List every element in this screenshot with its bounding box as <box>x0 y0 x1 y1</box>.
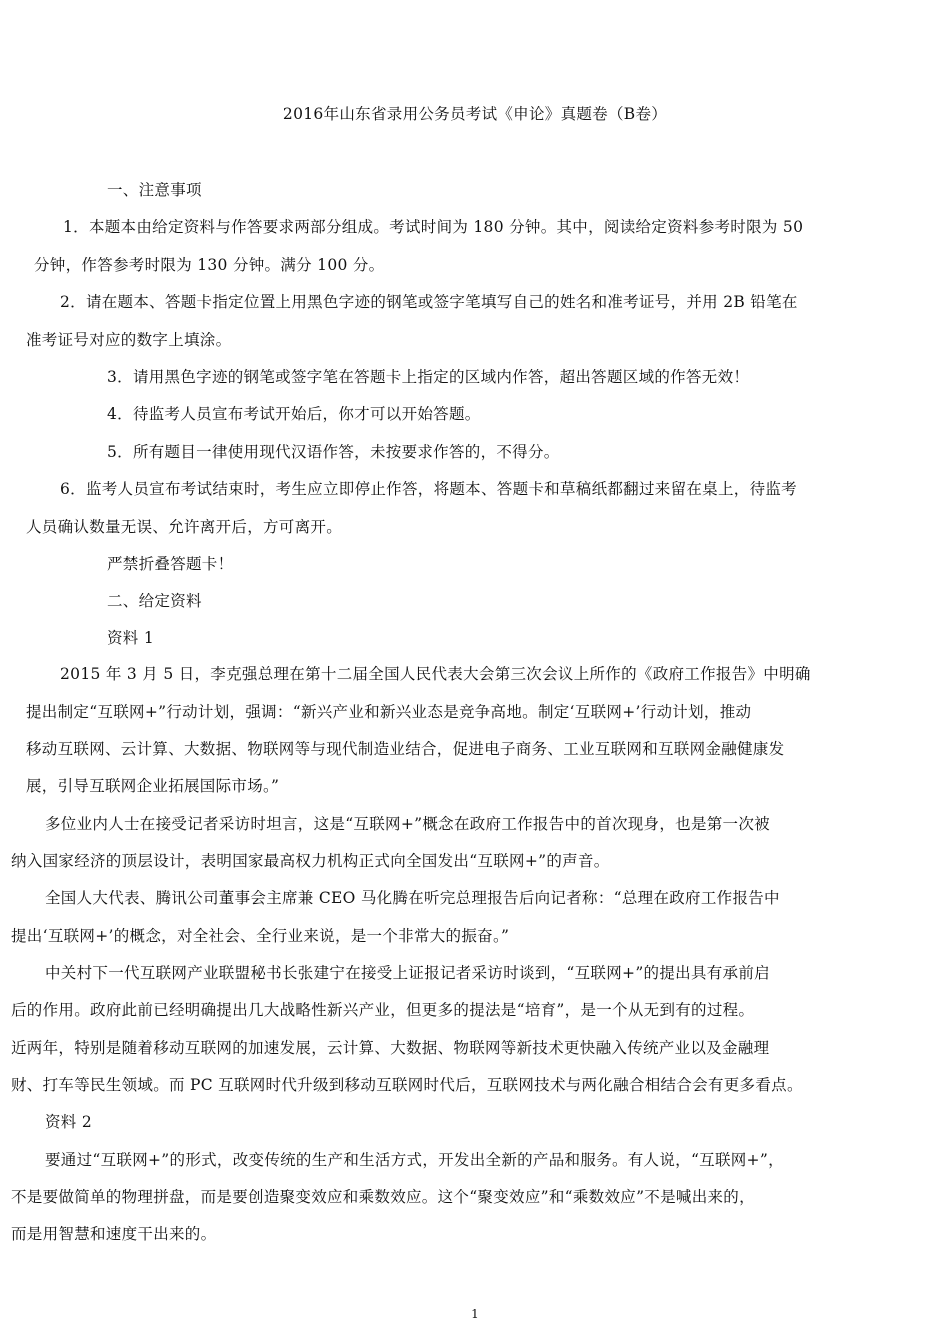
materials-heading: 二、给定资料 <box>107 592 202 610</box>
material-1-p4-line-4: 财、打车等民生领域。而 PC 互联网时代升级到移动互联网时代后，互联网技术与两化融合相结合会有更多看点。 <box>11 1076 803 1094</box>
material-1-label: 资料 1 <box>107 629 154 647</box>
notice-item-1-line-2: 分钟，作答参考时限为 130 分钟。满分 100 分。 <box>34 256 385 274</box>
material-2-p1-line-1: 要通过“互联网+”的形式，改变传统的生产和生活方式，开发出全新的产品和服务。有人说，“互联网+”， <box>45 1151 784 1169</box>
notice-item-2-line-1: 2．请在题本、答题卡指定位置上用黑色字迹的钢笔或签字笔填写自己的姓名和准考证号，并用 2B 铅笔在 <box>60 293 798 311</box>
material-1-p4-line-2: 后的作用。政府此前已经明确提出几大战略性新兴产业，但更多的提法是“培育”，是一个从无到有的过程。 <box>11 1001 755 1019</box>
material-1-p2-line-2: 纳入国家经济的顶层设计，表明国家最高权力机构正式向全国发出“互联网+”的声音。 <box>11 852 610 870</box>
material-1-p1-line-4: 展，引导互联网企业拓展国际市场。” <box>26 777 280 795</box>
notice-item-6-line-1: 6．监考人员宣布考试结束时，考生应立即停止作答，将题本、答题卡和草稿纸都翻过来留在桌上，待监考 <box>60 480 797 498</box>
material-1-p3-line-2: 提出‘互联网+’的概念，对全社会、全行业来说，是一个非常大的振奋。” <box>11 927 510 945</box>
notice-warning: 严禁折叠答题卡！ <box>107 555 234 573</box>
notice-item-1-line-1: 1．本题本由给定资料与作答要求两部分组成。考试时间为 180 分钟。其中，阅读给定资料参考时限为 50 <box>63 218 804 236</box>
material-1-p4-line-1: 中关村下一代互联网产业联盟秘书长张建宁在接受上证报记者采访时谈到，“互联网+”的提出具有承前启 <box>45 964 770 982</box>
material-1-p1-line-3: 移动互联网、云计算、大数据、物联网等与现代制造业结合，促进电子商务、工业互联网和互联网金融健康发 <box>26 740 785 758</box>
material-1-p1-line-2: 提出制定“互联网+”行动计划，强调：“新兴产业和新兴业态是竞争高地。制定‘互联网+’行动计划，推动 <box>26 703 752 721</box>
notice-heading: 一、注意事项 <box>107 181 202 199</box>
material-1-p3-line-1: 全国人大代表、腾讯公司董事会主席兼 CEO 马化腾在听完总理报告后向记者称：“总理在政府工作报告中 <box>45 889 780 907</box>
page-number: 1 <box>471 1307 479 1321</box>
notice-item-5: 5．所有题目一律使用现代汉语作答，未按要求作答的，不得分。 <box>107 443 560 461</box>
material-2-label: 资料 2 <box>45 1113 92 1131</box>
notice-item-6-line-2: 人员确认数量无误、允许离开后，方可离开。 <box>26 518 343 536</box>
material-1-p2-line-1: 多位业内人士在接受记者采访时坦言，这是“互联网+”概念在政府工作报告中的首次现身，也是第一次被 <box>45 815 770 833</box>
notice-item-2-line-2: 准考证号对应的数字上填涂。 <box>26 331 232 349</box>
notice-item-4: 4．待监考人员宣布考试开始后，你才可以开始答题。 <box>107 405 481 423</box>
material-1-p4-line-3: 近两年，特别是随着移动互联网的加速发展，云计算、大数据、物联网等新技术更快融入传统产业以及金融理 <box>11 1039 770 1057</box>
material-2-p1-line-3: 而是用智慧和速度干出来的。 <box>11 1225 217 1243</box>
document-title: 2016年山东省录用公务员考试《申论》真题卷（B卷） <box>282 105 668 123</box>
notice-item-3: 3．请用黑色字迹的钢笔或签字笔在答题卡上指定的区域内作答，超出答题区域的作答无效！ <box>107 368 750 386</box>
material-1-p1-line-1: 2015 年 3 月 5 日，李克强总理在第十二届全国人民代表大会第三次会议上所作的《政府工作报告》中明确 <box>60 665 811 683</box>
material-2-p1-line-2: 不是要做简单的物理拼盘，而是要创造聚变效应和乘数效应。这个“聚变效应”和“乘数效应”不是喊出来的， <box>11 1188 755 1206</box>
